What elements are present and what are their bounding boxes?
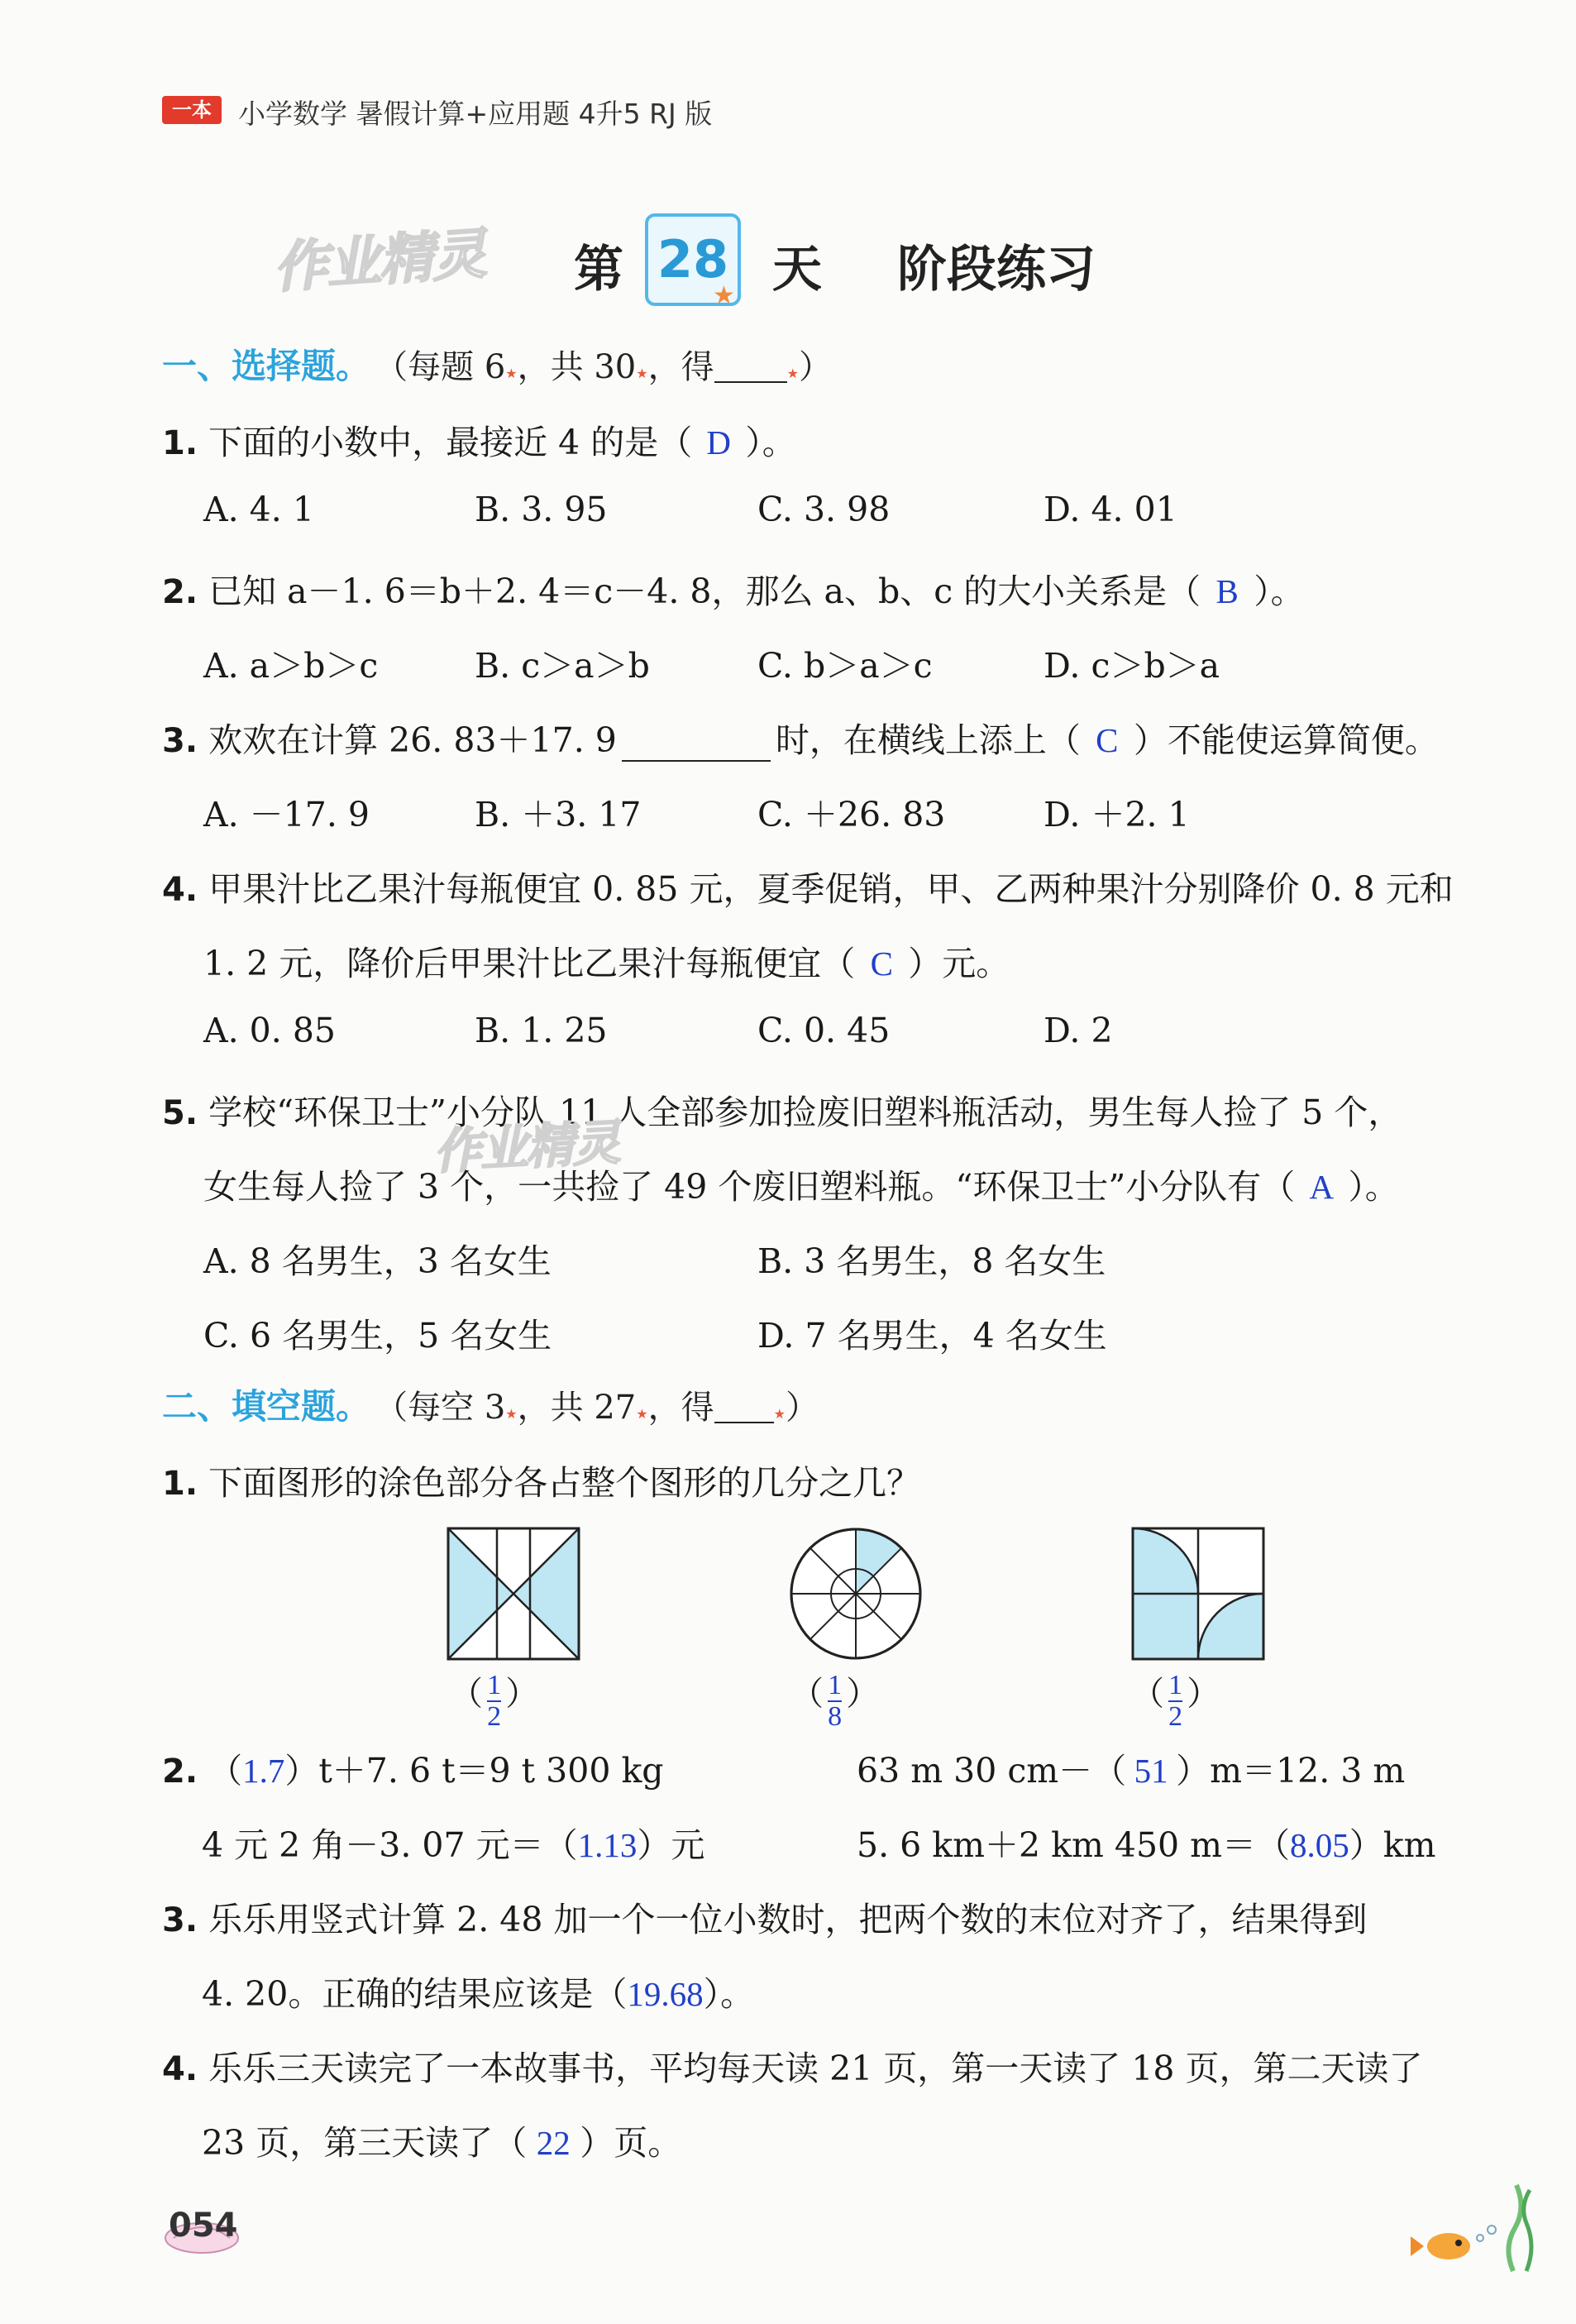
question-text: 下面的小数中，最接近 4 的是（ — [208, 423, 693, 462]
question-3 — [162, 713, 1439, 762]
option-a[interactable]: A. 0. 85 — [203, 1011, 336, 1050]
answer[interactable]: 1.7 — [242, 1752, 285, 1790]
fraction-answer-1: （ $\frac{1}{2}$ ） — [450, 1669, 539, 1732]
score-blank[interactable] — [714, 1406, 774, 1423]
section1-header — [162, 339, 832, 389]
option-c[interactable]: C. 0. 45 — [757, 1011, 891, 1050]
section2-header — [162, 1380, 819, 1429]
watermark-logo: 作业精灵 — [432, 1114, 620, 1180]
fill-question-1 — [162, 1456, 920, 1504]
title-name: 阶段练习 — [897, 241, 1096, 299]
question-text: 女生每人捡了 3 个，一共捡了 49 个废旧塑料瓶。“环保卫士”小分队有（ — [203, 1167, 1296, 1207]
question-text: 欢欢在计算 26. 83＋17. 9 — [208, 720, 617, 760]
answer-blank[interactable] — [622, 720, 771, 762]
question-text: ）。 — [745, 423, 796, 462]
section1-note-c: ，得 — [647, 348, 714, 386]
section1-title: 一、选择题。 — [162, 346, 371, 386]
answer[interactable]: D — [706, 423, 732, 461]
question-4-line2 — [203, 936, 1010, 985]
brand-badge: 一本 — [162, 96, 222, 124]
option-c[interactable]: C. ＋26. 83 — [757, 795, 946, 834]
question-number: 3. — [162, 1901, 198, 1939]
star-icon: ★ — [505, 366, 518, 381]
fill-question-4-line2: 23 页，第三天读了（ 22 ）页。 — [202, 2123, 682, 2163]
option-d[interactable]: D. 7 名男生，4 名女生 — [757, 1316, 1107, 1356]
question-text: ）。 — [1254, 571, 1305, 611]
star-icon: ★ — [773, 1406, 786, 1422]
section2-title: 二、填空题。 — [162, 1386, 371, 1427]
option-c[interactable]: C. 6 名男生，5 名女生 — [203, 1316, 552, 1356]
fill-question-2c: 4 元 2 角－3. 07 元＝（1.13）元 — [202, 1825, 705, 1865]
option-d[interactable]: D. c＞b＞a — [1044, 646, 1220, 686]
question-number: 2. — [162, 573, 198, 611]
answer[interactable]: A — [1309, 1168, 1335, 1206]
option-c[interactable]: C. 3. 98 — [757, 490, 891, 529]
section2-note-d: ） — [785, 1389, 819, 1427]
star-icon: ★ — [636, 1406, 648, 1422]
option-b[interactable]: B. 3 名男生，8 名女生 — [757, 1241, 1106, 1281]
fill-question-2d: 5. 6 km＋2 km 450 m＝（8.05）km — [857, 1825, 1436, 1865]
question-1 — [162, 415, 796, 464]
answer[interactable]: 22 — [536, 2124, 571, 2162]
question-text: ）。 — [1348, 1167, 1399, 1207]
question-text: ）不能使运算简便。 — [1133, 720, 1439, 760]
question-number: 1. — [162, 1465, 198, 1503]
section2-note-c: ，得 — [647, 1389, 714, 1427]
option-a[interactable]: A. a＞b＞c — [203, 646, 379, 686]
fill-question-3-line2: 4. 20。正确的结果应该是（19.68）。 — [202, 1974, 755, 2014]
section1-note-b: ，共 30 — [517, 348, 637, 386]
page-number: 054 — [169, 2207, 238, 2245]
figure-square-arcs — [1131, 1527, 1265, 1661]
question-number: 5. — [162, 1094, 198, 1132]
question-2 — [162, 564, 1305, 613]
question-text: 乐乐三天读完了一本故事书，平均每天读 21 页，第一天读了 18 页，第二天读了 — [208, 2049, 1423, 2088]
title-suffix: 天 — [772, 241, 822, 299]
question-number: 3. — [162, 722, 198, 760]
title-prefix: 第 — [574, 241, 623, 299]
fraction-answer-3: （ $\frac{1}{2}$ ） — [1131, 1669, 1220, 1732]
question-number: 4. — [162, 2050, 198, 2088]
section2-note-b: ，共 27 — [517, 1389, 637, 1427]
answer[interactable]: B — [1215, 572, 1239, 610]
fraction[interactable]: $\frac{1}{8}$ — [828, 1669, 843, 1732]
answer[interactable]: 51 — [1134, 1752, 1168, 1790]
day-number-box: 28 — [645, 213, 741, 306]
option-a[interactable]: A. 8 名男生，3 名女生 — [203, 1241, 552, 1281]
question-text: 乐乐用竖式计算 2. 48 加一个一位小数时，把两个数的末位对齐了，结果得到 — [208, 1900, 1368, 1939]
answer[interactable]: C — [1096, 721, 1119, 759]
header-title: 小学数学 暑假计算+应用题 4升5 RJ 版 — [238, 98, 713, 130]
option-d[interactable]: D. 4. 01 — [1044, 490, 1177, 529]
section1-note-a: （每题 6 — [375, 348, 506, 386]
question-text: 下面图形的涂色部分各占整个图形的几分之几？ — [208, 1463, 921, 1503]
option-b[interactable]: B. c＞a＞b — [475, 646, 650, 686]
star-icon: ★ — [786, 366, 799, 381]
question-5-line2 — [203, 1160, 1399, 1208]
question-text: 时，在横线上添上（ — [775, 720, 1081, 760]
option-b[interactable]: B. 3. 95 — [475, 490, 608, 529]
figure-circle-sectors — [789, 1527, 923, 1661]
fraction[interactable]: $\frac{1}{2}$ — [1168, 1669, 1183, 1732]
option-d[interactable]: D. ＋2. 1 — [1044, 795, 1190, 834]
option-c[interactable]: C. b＞a＞c — [757, 646, 933, 686]
option-b[interactable]: B. 1. 25 — [475, 1011, 608, 1050]
fill-question-3 — [162, 1892, 1367, 1941]
answer[interactable]: 1.13 — [577, 1826, 638, 1864]
question-number: 1. — [162, 424, 198, 462]
question-text: ）元。 — [908, 944, 1010, 983]
question-number: 2. — [162, 1753, 198, 1791]
question-text: 1. 2 元，降价后甲果汁比乙果汁每瓶便宜（ — [203, 944, 856, 983]
star-icon: ★ — [505, 1406, 518, 1422]
option-a[interactable]: A. 4. 1 — [203, 490, 314, 529]
fill-question-2b: 63 m 30 cm－（ 51 ）m＝12. 3 m — [857, 1751, 1406, 1791]
fill-question-2a: 2. （1.7）t＋7. 6 t＝9 t 300 kg — [162, 1751, 664, 1791]
option-b[interactable]: B. ＋3. 17 — [475, 795, 642, 834]
section1-note-d: ） — [798, 348, 832, 386]
question-4 — [162, 862, 1454, 911]
star-decoration-icon: ★ — [713, 281, 735, 310]
fraction[interactable]: $\frac{1}{2}$ — [487, 1669, 502, 1732]
question-number: 4. — [162, 871, 198, 909]
question-text: 学校“环保卫士”小分队 11 人全部参加捡废旧塑料瓶活动，男生每人捡了 5 个， — [208, 1093, 1402, 1132]
watermark-logo: 作业精灵 — [271, 222, 487, 300]
option-a[interactable]: A. －17. 9 — [203, 795, 370, 834]
answer[interactable]: 19.68 — [627, 1975, 704, 2013]
fish-seaweed-decoration-icon — [1406, 2173, 1555, 2273]
fraction-answer-2: （ $\frac{1}{8}$ ） — [790, 1669, 880, 1732]
answer[interactable]: 8.05 — [1290, 1826, 1349, 1864]
question-5 — [162, 1085, 1402, 1134]
option-d[interactable]: D. 2 — [1044, 1011, 1113, 1050]
score-blank[interactable] — [714, 366, 787, 383]
star-icon: ★ — [636, 366, 648, 381]
question-text: 已知 a－1. 6＝b＋2. 4＝c－4. 8，那么 a、b、c 的大小关系是（ — [208, 571, 1201, 611]
answer[interactable]: C — [870, 944, 893, 983]
section2-note-a: （每空 3 — [375, 1389, 506, 1427]
question-text: 甲果汁比乙果汁每瓶便宜 0. 85 元，夏季促销，甲、乙两种果汁分别降价 0. 8 元和 — [208, 869, 1454, 909]
fill-question-4 — [162, 2041, 1423, 2090]
figure-rectangle-diagonals — [447, 1527, 580, 1661]
